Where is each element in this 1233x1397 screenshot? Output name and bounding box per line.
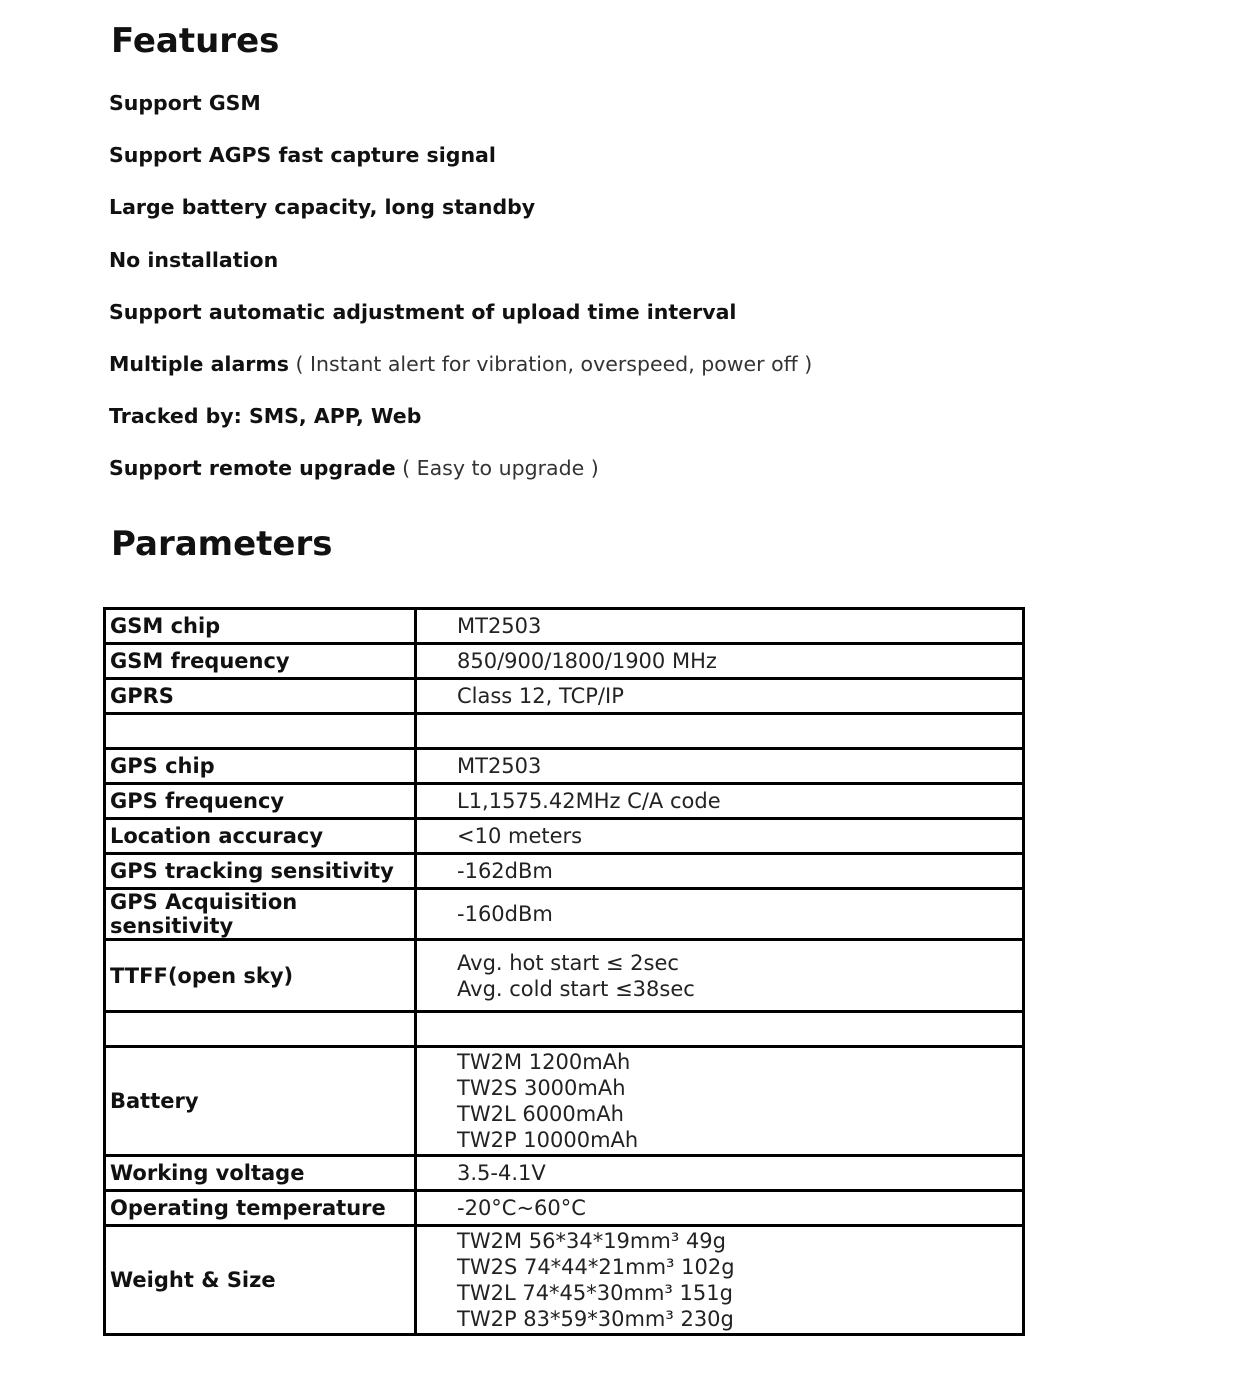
table-row <box>105 644 1024 679</box>
param-value-line: TW2S 3000mAh <box>457 1076 626 1100</box>
param-key: GSM chip <box>105 609 416 644</box>
param-value-line: TW2L 74*45*30mm³ 151g <box>457 1281 733 1305</box>
feature-label: No installation <box>109 247 279 272</box>
parameters-table <box>103 607 1025 1336</box>
feature-label: Support automatic adjustment of upload time interval <box>109 299 737 324</box>
table-row <box>105 854 1024 889</box>
table-row <box>105 819 1024 854</box>
param-key: Battery <box>105 1047 416 1156</box>
table-row-empty <box>105 714 1024 749</box>
feature-item <box>109 295 1009 347</box>
feature-item <box>109 86 1009 138</box>
feature-item <box>109 138 1009 190</box>
feature-item <box>109 399 1009 451</box>
param-value: -162dBm <box>416 854 1024 889</box>
param-key: GPS tracking sensitivity <box>105 854 416 889</box>
table-row-empty <box>105 1012 1024 1047</box>
param-key: Weight & Size <box>105 1226 416 1335</box>
param-key <box>105 1012 416 1047</box>
param-key: GPS Acquisition sensitivity <box>105 889 416 940</box>
param-value: Class 12, TCP/IP <box>416 679 1024 714</box>
param-key: GPS frequency <box>105 784 416 819</box>
param-value: -20°C~60°C <box>416 1191 1024 1226</box>
param-value-line: Avg. cold start ≤38sec <box>457 976 695 1001</box>
param-key: Operating temperature <box>105 1191 416 1226</box>
feature-label: Support GSM <box>109 91 261 115</box>
feature-item <box>109 243 1009 295</box>
param-value <box>416 940 1024 1012</box>
features-heading: Features <box>111 21 280 61</box>
param-key: GSM frequency <box>105 644 416 679</box>
table-row <box>105 749 1024 784</box>
param-value-line: TW2P 83*59*30mm³ 230g <box>457 1307 734 1331</box>
param-value: MT2503 <box>416 609 1024 644</box>
param-value: 850/900/1800/1900 MHz <box>416 644 1024 679</box>
param-value: <10 meters <box>416 819 1024 854</box>
param-value-line: TW2L 6000mAh <box>457 1102 624 1126</box>
feature-label: Tracked by: SMS, APP, Web <box>109 404 422 429</box>
param-value: L1,1575.42MHz C/A code <box>416 784 1024 819</box>
feature-item <box>109 451 1009 503</box>
feature-label: Support AGPS fast capture signal <box>109 143 496 168</box>
param-value-line: TW2S 74*44*21mm³ 102g <box>457 1255 735 1279</box>
table-row <box>105 784 1024 819</box>
feature-label: Support remote upgrade <box>109 456 396 481</box>
table-row <box>105 889 1024 940</box>
param-value: MT2503 <box>416 749 1024 784</box>
param-value-line: TW2M 56*34*19mm³ 49g <box>457 1229 726 1253</box>
param-key: Location accuracy <box>105 819 416 854</box>
param-key: GPRS <box>105 679 416 714</box>
param-key: TTFF(open sky) <box>105 940 416 1012</box>
table-row <box>105 1156 1024 1191</box>
feature-item <box>109 190 1009 242</box>
table-row <box>105 1191 1024 1226</box>
features-list <box>109 86 1009 504</box>
feature-note: ( Easy to upgrade ) <box>395 456 599 481</box>
table-row <box>105 1226 1024 1335</box>
table-row <box>105 679 1024 714</box>
parameters-heading: Parameters <box>111 524 333 564</box>
table-row <box>105 1047 1024 1156</box>
table-row <box>105 609 1024 644</box>
param-key: GPS chip <box>105 749 416 784</box>
table-row <box>105 940 1024 1012</box>
param-value <box>416 1226 1024 1335</box>
param-key: Working voltage <box>105 1156 416 1191</box>
param-value-line: TW2M 1200mAh <box>457 1050 631 1074</box>
param-value: -160dBm <box>416 889 1024 940</box>
param-value: 3.5-4.1V <box>416 1156 1024 1191</box>
param-value <box>416 1047 1024 1156</box>
feature-label: Multiple alarms <box>109 351 289 376</box>
feature-item <box>109 347 1009 399</box>
param-value <box>416 714 1024 749</box>
param-value-line: TW2P 10000mAh <box>457 1128 639 1152</box>
feature-label: Large battery capacity, long standby <box>109 195 536 220</box>
param-value-line: Avg. hot start ≤ 2sec <box>457 950 679 975</box>
feature-note: ( Instant alert for vibration, overspeed, power off ) <box>288 351 813 376</box>
param-value <box>416 1012 1024 1047</box>
param-key <box>105 714 416 749</box>
